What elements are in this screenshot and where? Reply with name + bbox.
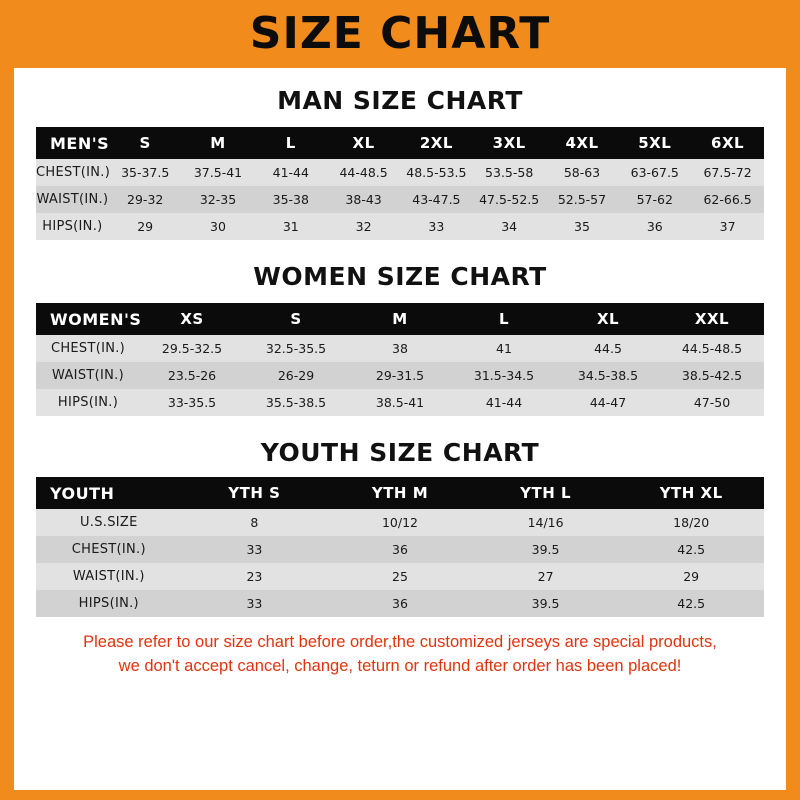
- women-r1-c1: 26-29: [277, 368, 315, 383]
- men-col-1: M: [210, 134, 226, 152]
- women-col-3: L: [498, 310, 510, 328]
- youth-col-0: YTH S: [228, 484, 281, 502]
- youth-r2-c3: 29: [683, 569, 700, 584]
- men-r2-c0: 29: [137, 219, 154, 234]
- youth-r2-c2: 27: [537, 569, 554, 584]
- table-row: [36, 536, 764, 563]
- women-r2-c3: 41-44: [485, 395, 523, 410]
- women-r0-c2: 38: [392, 341, 408, 356]
- men-r0-c4: 48.5-53.5: [406, 165, 467, 180]
- men-size-table: [36, 127, 764, 240]
- women-r2-c0: 33-35.5: [167, 395, 217, 410]
- men-r1-c1: 32-35: [199, 192, 237, 207]
- men-r2-c5: 34: [501, 219, 518, 234]
- men-section: [14, 86, 786, 240]
- youth-r0-c3: 18/20: [673, 515, 710, 530]
- women-r0-c0: 29.5-32.5: [161, 341, 223, 356]
- men-col-8: 6XL: [711, 134, 745, 152]
- youth-r0-c2: 14/16: [527, 515, 564, 530]
- table-row: [36, 590, 764, 617]
- women-col-4: XL: [596, 310, 620, 328]
- men-row-1-label: WAIST(IN.): [36, 192, 109, 207]
- men-col-2: L: [285, 134, 296, 152]
- women-r1-c5: 38.5-42.5: [681, 368, 743, 383]
- women-r0-c4: 44.5: [594, 341, 622, 356]
- men-col-5: 3XL: [492, 134, 526, 152]
- women-row-1-label: WAIST(IN.): [52, 368, 124, 383]
- men-r0-c7: 63-67.5: [630, 165, 679, 180]
- table-row: [36, 509, 764, 536]
- youth-col-3: YTH XL: [659, 484, 723, 502]
- men-col-4: 2XL: [419, 134, 453, 152]
- men-r0-c0: 35-37.5: [121, 165, 170, 180]
- table-row: [36, 563, 764, 590]
- women-col-1: S: [290, 310, 302, 328]
- table-header-row: [36, 127, 764, 159]
- youth-col-2: YTH L: [520, 484, 572, 502]
- youth-section: [14, 438, 786, 617]
- men-r1-c7: 57-62: [636, 192, 673, 207]
- men-row-0-label: CHEST(IN.): [36, 165, 111, 180]
- men-col-0: S: [139, 134, 151, 152]
- women-col-5: XXL: [694, 310, 730, 328]
- men-section-title: MAN SIZE CHART: [277, 86, 523, 115]
- youth-row-2-label: WAIST(IN.): [72, 569, 145, 584]
- women-r2-c2: 38.5-41: [375, 395, 425, 410]
- women-row-2-label: HIPS(IN.): [57, 395, 119, 410]
- men-r1-c4: 43-47.5: [412, 192, 461, 207]
- women-r1-c4: 34.5-38.5: [577, 368, 639, 383]
- table-header-row: [36, 477, 764, 509]
- table-row: [36, 213, 764, 240]
- men-r0-c5: 53.5-58: [485, 165, 534, 180]
- youth-r3-c0: 33: [246, 596, 263, 611]
- footer-note: [14, 617, 786, 679]
- youth-row-1-label: CHEST(IN.): [71, 542, 146, 557]
- youth-r0-c1: 10/12: [381, 515, 418, 530]
- men-r1-c2: 35-38: [272, 192, 309, 207]
- men-col-3: XL: [352, 134, 375, 152]
- youth-r3-c3: 42.5: [677, 596, 706, 611]
- page-title: SIZE CHART: [249, 8, 551, 59]
- table-row: [36, 159, 764, 186]
- women-r1-c0: 23.5-26: [167, 368, 217, 383]
- women-r2-c1: 35.5-38.5: [265, 395, 327, 410]
- bottom-bar: [0, 790, 800, 800]
- youth-r1-c1: 36: [392, 542, 408, 557]
- youth-r1-c2: 39.5: [531, 542, 560, 557]
- youth-r2-c1: 25: [392, 569, 408, 584]
- men-r1-c8: 62-66.5: [703, 192, 752, 207]
- women-section: [14, 262, 786, 416]
- women-r1-c3: 31.5-34.5: [473, 368, 535, 383]
- footer-line-2: we don't accept cancel, change, teturn or refund after order has been placed!: [118, 656, 682, 675]
- youth-col-1: YTH M: [371, 484, 429, 502]
- women-col-2: M: [392, 310, 408, 328]
- youth-row-3-label: HIPS(IN.): [78, 596, 139, 611]
- youth-section-title: YOUTH SIZE CHART: [260, 438, 540, 467]
- women-corner-label: WOMEN'S: [50, 309, 142, 329]
- men-col-6: 4XL: [565, 134, 599, 152]
- table-row: [36, 186, 764, 213]
- youth-row-0-label: U.S.SIZE: [79, 515, 138, 530]
- men-r2-c2: 31: [282, 219, 299, 234]
- men-r0-c1: 37.5-41: [193, 165, 243, 180]
- youth-r1-c0: 33: [246, 542, 263, 557]
- women-r0-c5: 44.5-48.5: [681, 341, 743, 356]
- men-r2-c7: 36: [646, 219, 663, 234]
- men-r1-c5: 47.5-52.5: [479, 192, 540, 207]
- men-r1-c0: 29-32: [127, 192, 164, 207]
- women-row-0-label: CHEST(IN.): [50, 341, 126, 356]
- women-r2-c5: 47-50: [693, 395, 731, 410]
- women-r2-c4: 44-47: [589, 395, 627, 410]
- youth-r2-c0: 23: [246, 569, 263, 584]
- youth-r3-c2: 39.5: [531, 596, 560, 611]
- men-r2-c8: 37: [719, 219, 736, 234]
- men-r2-c4: 33: [428, 219, 445, 234]
- men-r2-c1: 30: [210, 219, 226, 234]
- women-size-table: [36, 303, 764, 416]
- table-row: [36, 389, 764, 416]
- youth-r3-c1: 36: [392, 596, 408, 611]
- youth-size-table: [36, 477, 764, 617]
- men-r2-c6: 35: [574, 219, 590, 234]
- header-banner: [0, 0, 800, 68]
- men-row-2-label: HIPS(IN.): [42, 219, 103, 234]
- men-r0-c2: 41-44: [272, 165, 309, 180]
- men-col-7: 5XL: [638, 134, 672, 152]
- men-r0-c3: 44-48.5: [339, 165, 388, 180]
- women-section-title: WOMEN SIZE CHART: [253, 262, 547, 291]
- table-row: [36, 335, 764, 362]
- youth-r1-c3: 42.5: [677, 542, 706, 557]
- men-r2-c3: 32: [355, 219, 372, 234]
- men-r1-c3: 38-43: [345, 192, 382, 207]
- men-r0-c6: 58-63: [563, 165, 601, 180]
- women-r1-c2: 29-31.5: [375, 368, 425, 383]
- table-header-row: [36, 303, 764, 335]
- men-corner-label: MEN'S: [50, 133, 110, 153]
- footer-line-1: Please refer to our size chart before order,the customized jerseys are special products,: [83, 633, 717, 651]
- men-r0-c8: 67.5-72: [703, 165, 752, 180]
- women-r0-c1: 32.5-35.5: [265, 341, 327, 356]
- youth-r0-c0: 8: [250, 515, 259, 530]
- women-r0-c3: 41: [496, 341, 512, 356]
- men-r1-c6: 52.5-57: [557, 192, 607, 207]
- women-col-0: XS: [180, 310, 204, 328]
- youth-corner-label: YOUTH: [50, 483, 115, 503]
- table-row: [36, 362, 764, 389]
